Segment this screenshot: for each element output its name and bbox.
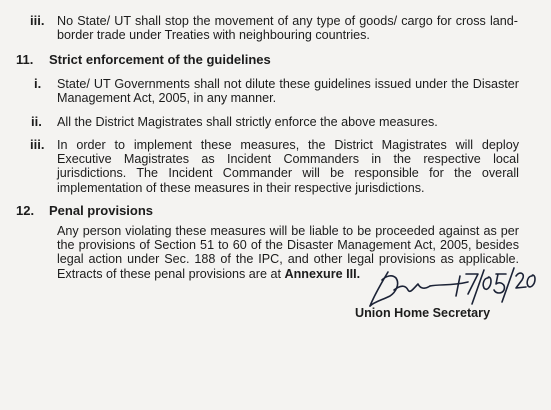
annexure-reference: Annexure III. [284,266,361,281]
item-number: i. [34,76,42,91]
item-number: iii. [30,13,45,28]
section-title: Penal provisions [49,203,154,218]
signature-block [355,262,550,322]
item-number: ii. [31,114,42,129]
section-number: 11. [16,52,34,67]
item-text: In order to implement these measures, the District Magistrates will deploy Executive Magistrates as Incident Commanders in the respective local jurisdictions. The Incident Commander will be responsible for the overall implementation of these measures in their respective jurisdictions. [57,138,519,195]
section-number: 12. [16,203,35,218]
section-title: Strict enforcement of the guidelines [49,52,271,67]
item-text: No State/ UT shall stop the movement of any type of goods/ cargo for cross land-border trade under Treaties with neighbouring countries. [57,14,518,43]
item-text: State/ UT Governments shall not dilute these guidelines issued under the Disaster Management Act, 2005, in any manner. [57,77,519,106]
section-body-text: Any person violating these measures will be liable to be proceeded against as per the provisions of Section 51 to 60 of the Disaster Management Act, 2005, besides legal action under Sec. 188 of the IPC, and other legal provisions as applicable. Extracts of these penal provisions are at [57,224,519,281]
item-text: All the District Magistrates shall strictly enforce the above measures. [57,115,438,129]
signatory-title: Union Home Secretary [355,306,491,320]
item-number: iii. [30,137,45,152]
